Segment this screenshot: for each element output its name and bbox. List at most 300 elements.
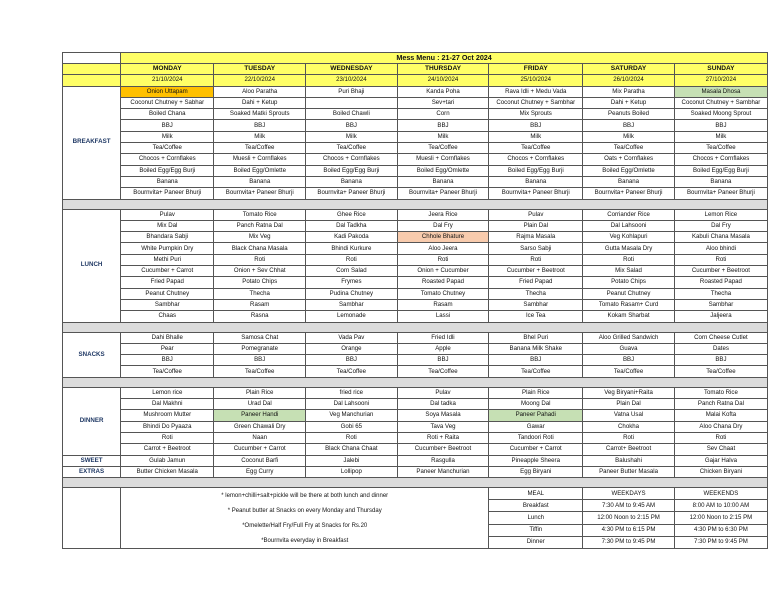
dinner-item: Cucumber + Carrot [489,444,583,455]
date-cell: 27/10/2024 [674,75,767,86]
separator [63,478,768,488]
snacks-item: Guava [583,343,675,354]
snacks-item: BBJ [306,355,398,366]
sweet-item: Pineapple Sheera [489,455,583,466]
dinner-item: Carrot+ Beetroot [583,444,675,455]
breakfast-item: Boiled Egg/Omlette [397,165,489,176]
lunch-item: Ice Tea [489,311,583,322]
breakfast-item: Chocos + Cornflakes [489,154,583,165]
breakfast-item: Bournvita+ Paneer Bhurji [397,188,489,199]
breakfast-item: Coconut Chutney + Sambhar [674,97,767,108]
breakfast-item: Bournvita+ Paneer Bhurji [674,188,767,199]
lunch-item: Cucumber + Carrot [121,266,214,277]
lunch-item: Tomato Rasam+ Curd [583,299,675,310]
breakfast-item: Bournvita+ Paneer Bhurji [121,188,214,199]
extras-item: Paneer Manchurian [397,466,489,477]
dinner-item: Gobi 65 [306,421,398,432]
snacks-item: Pear [121,343,214,354]
notes-list [121,488,488,548]
lunch-item: Thecha [674,288,767,299]
dinner-item: Dal Lahsooni [306,399,398,410]
lunch-item: Chhole Bhature [397,232,489,243]
dinner-item: Mushroom Mutter [121,410,214,421]
lunch-item: Dal Lahsooni [583,220,675,231]
dinner-item: Lemon rice [121,387,214,398]
breakfast-item: Bournvita+ Paneer Bhurji [306,188,398,199]
date-cell: 26/10/2024 [583,75,675,86]
snacks-item: BBJ [674,355,767,366]
separator-row [63,199,768,209]
snacks-section-label: SNACKS [63,332,121,377]
dinner-row [63,432,768,443]
snacks-item: Aloo Grilled Sandwich [583,332,675,343]
snacks-row [63,355,768,366]
lunch-row [63,277,768,288]
snacks-item: BBJ [214,355,306,366]
breakfast-item: BBJ [214,120,306,131]
extras-item: Lollipop [306,466,398,477]
lunch-item: Roti [583,254,675,265]
lunch-item: Lassi [397,311,489,322]
breakfast-item: Boiled Egg/Egg Burji [121,165,214,176]
lunch-item: Gutta Masala Dry [583,243,675,254]
sweet-item: Gajar Halva [674,455,767,466]
breakfast-item: Sev+tari [397,97,489,108]
timing-cell: 8:00 AM to 10:00 AM [674,500,767,512]
breakfast-row [63,131,768,142]
breakfast-item: Milk [397,131,489,142]
date-cell: 23/10/2024 [306,75,398,86]
lunch-row [63,243,768,254]
sweet-item: Jalebi [306,455,398,466]
breakfast-item: Tea/Coffee [489,143,583,154]
snacks-item: Pomegranate [214,343,306,354]
snacks-item: Tea/Coffee [214,366,306,377]
dinner-item: Plain Rice [489,387,583,398]
breakfast-item: Rava Idli + Medu Vada [489,86,583,97]
dinner-item: Plain Rice [214,387,306,398]
breakfast-row [63,154,768,165]
timing-cell: Dinner [489,536,583,548]
breakfast-item: Boiled Egg/Egg Burji [489,165,583,176]
sweet-item: Gulab Jamun [121,455,214,466]
snacks-item: Dates [674,343,767,354]
lunch-item: Sambhar [489,299,583,310]
lunch-item: Roti [306,254,398,265]
lunch-item: Kokam Sharbat [583,311,675,322]
menu-title: Mess Menu : 21-27 Oct 2024 [121,53,768,64]
timing-cell: 7:30 PM to 9:45 PM [674,536,767,548]
breakfast-item: BBJ [306,120,398,131]
breakfast-item: Milk [674,131,767,142]
lunch-item: Aloo Jeera [397,243,489,254]
day-header: SATURDAY [583,64,675,75]
breakfast-item: Masala Dhosa [674,86,767,97]
separator [63,199,768,209]
lunch-item: Lemon Rice [674,209,767,220]
breakfast-row [63,176,768,187]
timing-header: WEEKDAYS [583,488,675,500]
dinner-item: Chokha [583,421,675,432]
breakfast-item: Milk [214,131,306,142]
lunch-item: Peanut Chutney [583,288,675,299]
sweet-item: Balushahi [583,455,675,466]
snacks-item: BBJ [121,355,214,366]
timing-cell: 12:00 Noon to 2:15 PM [674,512,767,524]
dinner-item: Roti [121,432,214,443]
breakfast-item: BBJ [674,120,767,131]
lunch-row [63,311,768,322]
breakfast-item: Onion Uttapam [121,86,214,97]
lunch-row [63,232,768,243]
lunch-item: Roti [489,254,583,265]
date-cell: 21/10/2024 [121,75,214,86]
lunch-item: Mix Salad [583,266,675,277]
extras-item: Chicken Biryani [674,466,767,477]
day-header: TUESDAY [214,64,306,75]
lunch-item: Rasna [214,311,306,322]
separator-row [63,322,768,332]
lunch-item: Mix Veg [214,232,306,243]
dinner-item: Veg Biryani+Raita [583,387,675,398]
breakfast-item: Puri Bhaji [306,86,398,97]
day-header-row [63,64,768,75]
lunch-item: Panch Ratna Dal [214,220,306,231]
lunch-item: Dal Fry [674,220,767,231]
day-header: MONDAY [121,64,214,75]
snacks-row [63,343,768,354]
lunch-item: Corriander Rice [583,209,675,220]
sweet-row [63,455,768,466]
dinner-item: Carrot + Beetroot [121,444,214,455]
timing-cell: 7:30 PM to 9:45 PM [583,536,675,548]
breakfast-item: Coconut Chutney + Sabhar [121,97,214,108]
lunch-item: Corn Salad [306,266,398,277]
dinner-item: Cucumber + Carrot [214,444,306,455]
note-line: * lemon+chilli+salt+pickle will be there at both lunch and dinner [221,492,389,499]
notes-blank [63,488,121,549]
breakfast-item: Boiled Egg/Egg Burji [306,165,398,176]
dinner-item: fried rice [306,387,398,398]
lunch-item: Sambhar [674,299,767,310]
separator [63,377,768,387]
lunch-item: Kabuli Chana Masala [674,232,767,243]
lunch-row [63,254,768,265]
breakfast-item: Tea/Coffee [397,143,489,154]
sweet-item: Coconut Barfi [214,455,306,466]
lunch-item: Aloo bhindi [674,243,767,254]
dinner-item: Vatna Usal [583,410,675,421]
breakfast-item: Bournvita+ Paneer Bhurji [583,188,675,199]
snacks-item: Vada Pav [306,332,398,343]
date-cell: 22/10/2024 [214,75,306,86]
breakfast-item: BBJ [583,120,675,131]
breakfast-item: Banana [674,176,767,187]
sweet-item: Rasgulla [397,455,489,466]
lunch-item: Rajma Masala [489,232,583,243]
breakfast-item: Banana [397,176,489,187]
mess-menu-table [62,52,768,549]
date-row [63,75,768,86]
dinner-section-label: DINNER [63,387,121,455]
dinner-row [63,387,768,398]
dinner-item: Moong Dal [489,399,583,410]
breakfast-item: Tea/Coffee [214,143,306,154]
dinner-item: Sev Chaat [674,444,767,455]
breakfast-row [63,97,768,108]
snacks-item: Tea/Coffee [674,366,767,377]
breakfast-item: Chocos + Cornflakes [121,154,214,165]
dinner-item: Veg Manchurian [306,410,398,421]
timing-cell: Tiffin [489,524,583,536]
extras-row [63,466,768,477]
breakfast-item: Corn [397,109,489,120]
dinner-row [63,410,768,421]
snacks-item: Tea/Coffee [397,366,489,377]
breakfast-item: Soaked Matki Sprouts [214,109,306,120]
note-line: * Peanut butter at Snacks on every Monday and Thursday [227,507,382,514]
dinner-item: Cucumber+ Beetroot [397,444,489,455]
sweet-section-label: SWEET [63,455,121,466]
breakfast-item: Milk [583,131,675,142]
day-header: THURSDAY [397,64,489,75]
lunch-item: Ghee Rice [306,209,398,220]
dinner-row [63,421,768,432]
dinner-item: Pulav [397,387,489,398]
dinner-item: Dal tadka [397,399,489,410]
dinner-item: Roti [306,432,398,443]
breakfast-item: Dahi + Ketup [583,97,675,108]
breakfast-item: Mix Sprouts [489,109,583,120]
lunch-item: Cucumber + Beetroot [674,266,767,277]
lunch-item: Potato Chips [583,277,675,288]
timing-cell: Lunch [489,512,583,524]
lunch-item: Roasted Papad [674,277,767,288]
lunch-item: Jeera Rice [397,209,489,220]
extras-section-label: EXTRAS [63,466,121,477]
breakfast-item: Milk [306,131,398,142]
dinner-item: Black Chana Chaat [306,444,398,455]
lunch-item: Rasam [397,299,489,310]
breakfast-item: Milk [121,131,214,142]
lunch-row [63,209,768,220]
snacks-item: Tea/Coffee [583,366,675,377]
snacks-item: BBJ [397,355,489,366]
lunch-item: Roti [397,254,489,265]
lunch-item: Thecha [489,288,583,299]
breakfast-item: BBJ [397,120,489,131]
breakfast-item: Aloo Paratha [214,86,306,97]
day-header: SUNDAY [674,64,767,75]
snacks-item: Tea/Coffee [306,366,398,377]
breakfast-item: Coconut Chutney + Sambhar [489,97,583,108]
breakfast-item: Chocos + Cornflakes [674,154,767,165]
snacks-item: BBJ [489,355,583,366]
dinner-item: Plain Dal [583,399,675,410]
snacks-item: Orange [306,343,398,354]
lunch-item: Frymes [306,277,398,288]
lunch-item: Methi Puri [121,254,214,265]
breakfast-item: Dahi + Ketup [214,97,306,108]
snacks-item: Tea/Coffee [121,366,214,377]
lunch-item: Dal Tadkha [306,220,398,231]
breakfast-item: Tea/Coffee [583,143,675,154]
dinner-item: Paneer Pahadi [489,410,583,421]
timing-header: WEEKENDS [674,488,767,500]
timing-cell: 7:30 AM to 9:45 AM [583,500,675,512]
lunch-row [63,288,768,299]
lunch-item: Pudina Chutney [306,288,398,299]
dinner-row [63,399,768,410]
dinner-item: Green Chawali Dry [214,421,306,432]
dinner-item: Roti [583,432,675,443]
lunch-item: Kadi Pakoda [306,232,398,243]
timings-header-row [63,488,768,500]
breakfast-item: Boiled Chawli [306,109,398,120]
lunch-item: Roti [674,254,767,265]
extras-item: Egg Biryani [489,466,583,477]
breakfast-item: Muesli + Cornflakes [214,154,306,165]
corner-blank [63,53,121,64]
lunch-item: Pulav [489,209,583,220]
snacks-item: Banana Milk Shake [489,343,583,354]
snacks-item: Corn Cheese Cutlet [674,332,767,343]
snacks-item: Samosa Chat [214,332,306,343]
dinner-item: Soya Masala [397,410,489,421]
lunch-item: Fried Papad [121,277,214,288]
breakfast-item: Tea/Coffee [306,143,398,154]
lunch-section-label: LUNCH [63,209,121,322]
breakfast-row [63,120,768,131]
dinner-item: Paneer Handi [214,410,306,421]
snacks-item: BBJ [583,355,675,366]
dinner-item: Dal Makhni [121,399,214,410]
dinner-item: Tandoori Roti [489,432,583,443]
lunch-item: Peanut Chutney [121,288,214,299]
snacks-item: Apple [397,343,489,354]
timing-cell: 4:30 PM to 6:15 PM [583,524,675,536]
breakfast-row [63,143,768,154]
breakfast-item: Boiled Egg/Omlette [214,165,306,176]
note-line: *Bournvita everyday in Breakfast [261,537,349,544]
snacks-item: Fried Idli [397,332,489,343]
date-cell: 25/10/2024 [489,75,583,86]
lunch-item: Cucumber + Beetroot [489,266,583,277]
dinner-item: Tava Veg [397,421,489,432]
breakfast-item: Kanda Poha [397,86,489,97]
breakfast-item: Mix Paratha [583,86,675,97]
breakfast-row [63,86,768,97]
lunch-item: Sambhar [121,299,214,310]
breakfast-item: Banana [583,176,675,187]
lunch-item: Onion + Cucumber [397,266,489,277]
lunch-item: Potato Chips [214,277,306,288]
extras-item: Egg Curry [214,466,306,477]
lunch-item: Thecha [214,288,306,299]
dinner-item: Aloo Chana Dry [674,421,767,432]
dinner-row [63,444,768,455]
dinner-item: Bhindi Do Pyaaza [121,421,214,432]
breakfast-item: Tea/Coffee [674,143,767,154]
breakfast-item: BBJ [121,120,214,131]
breakfast-item: Tea/Coffee [121,143,214,154]
snacks-item: Tea/Coffee [489,366,583,377]
timing-header: MEAL [489,488,583,500]
lunch-item: Onion + Sev Chhat [214,266,306,277]
extras-item: Butter Chicken Masala [121,466,214,477]
lunch-item: Lemonade [306,311,398,322]
timing-cell: 12:00 Noon to 2:15 PM [583,512,675,524]
lunch-row [63,220,768,231]
breakfast-item: Muesli + Cornflakes [397,154,489,165]
lunch-item: Roasted Papad [397,277,489,288]
breakfast-item: Oats + Cornflakes [583,154,675,165]
snacks-row [63,366,768,377]
lunch-item: Dal Fry [397,220,489,231]
lunch-item: Roti [214,254,306,265]
lunch-item: Bhindi Kurkure [306,243,398,254]
snacks-item: Bhel Puri [489,332,583,343]
lunch-item: Fried Papad [489,277,583,288]
breakfast-row [63,188,768,199]
dinner-item: Roti [674,432,767,443]
date-cell: 24/10/2024 [397,75,489,86]
timing-cell: Breakfast [489,500,583,512]
breakfast-item: Banana [489,176,583,187]
snacks-item: Dahi Bhalle [121,332,214,343]
note-line: *Omelette/Half Fry/Full Fry at Snacks for Rs.20 [242,522,368,529]
lunch-item: White Pumpkin Dry [121,243,214,254]
breakfast-item: Banana [214,176,306,187]
dinner-item: Roti + Raita [397,432,489,443]
breakfast-item: Peanuts Boiled [583,109,675,120]
lunch-item: Tomato Rice [214,209,306,220]
snacks-row [63,332,768,343]
day-header: FRIDAY [489,64,583,75]
breakfast-section-label: BREAKFAST [63,86,121,199]
lunch-item: Tomato Chutney [397,288,489,299]
separator-row [63,377,768,387]
breakfast-item: Boiled Egg/Omlette [583,165,675,176]
dinner-item: Urad Dal [214,399,306,410]
lunch-item: Bhandara Sabji [121,232,214,243]
dinner-item: Tomato Rice [674,387,767,398]
dinner-item: Panch Ratna Dal [674,399,767,410]
breakfast-item: Bournvita+ Paneer Bhurji [214,188,306,199]
lunch-row [63,299,768,310]
breakfast-item: Bournvita+ Paneer Bhurji [489,188,583,199]
timing-cell: 4:30 PM to 6:30 PM [674,524,767,536]
breakfast-item: Boiled Chana [121,109,214,120]
breakfast-item: Milk [489,131,583,142]
lunch-item: Chaas [121,311,214,322]
dinner-item: Malai Kofta [674,410,767,421]
lunch-item: Sarso Sabji [489,243,583,254]
dinner-item: Naan [214,432,306,443]
notes-box [121,488,489,549]
extras-item: Paneer Butter Masala [583,466,675,477]
breakfast-row [63,109,768,120]
breakfast-item: Banana [306,176,398,187]
separator [63,322,768,332]
separator-row [63,478,768,488]
lunch-item: Sambhar [306,299,398,310]
breakfast-item: BBJ [489,120,583,131]
lunch-item: Black Chana Masala [214,243,306,254]
lunch-item: Rasam [214,299,306,310]
breakfast-item: Banana [121,176,214,187]
breakfast-item: Boiled Egg/Egg Burji [674,165,767,176]
